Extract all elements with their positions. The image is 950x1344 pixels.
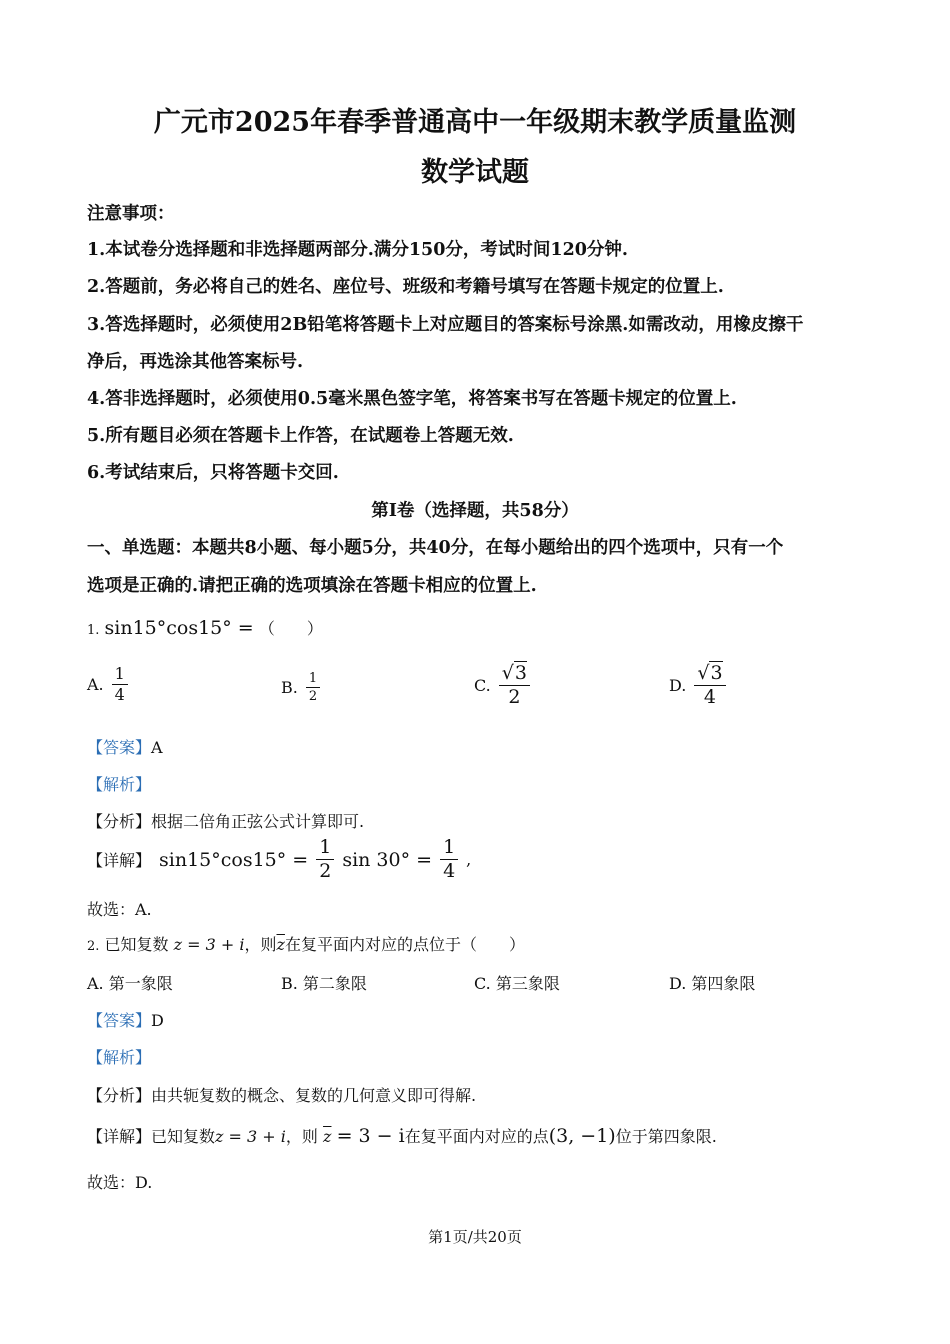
- detail-tag: 【详解】: [87, 1127, 152, 1146]
- option-label: D.: [669, 676, 687, 695]
- page-subtitle: 数学试题: [421, 157, 529, 188]
- answer-row: [87, 1008, 164, 1031]
- fraction: $\frac{1}{2}$: [316, 838, 334, 881]
- option-label: C.: [474, 676, 491, 695]
- section-instructions: 一、单选题：本题共8小题、每小题5分，共40分，在每小题给出的四个选项中，只有一个: [87, 538, 784, 558]
- point-coordinates: (3, −1): [548, 1125, 616, 1147]
- answer-row: [87, 735, 163, 758]
- detail-row: 【详解】 sin15°cos15° = $\frac{1}{2}$ sin 30° = $\frac{1}{4}$ ,: [87, 836, 472, 882]
- detail-tag: 【详解】: [87, 851, 152, 870]
- conclusion: 故选：A.: [87, 900, 152, 919]
- fenxi-tag: 【分析】: [87, 812, 152, 831]
- notice-item: 1.本试卷分选择题和非选择题两部分.满分150分，考试时间120分钟.: [87, 240, 629, 260]
- answer-value: D: [151, 1011, 164, 1030]
- option-b: B. 第二象限: [281, 974, 367, 993]
- fraction: $\frac{√3}{2}$: [499, 664, 530, 707]
- fraction: $\frac{1}{4}$: [440, 838, 458, 881]
- answer-tag: 【答案】: [87, 1011, 152, 1030]
- conjugate-z: $\overline{z}$: [276, 935, 285, 954]
- question-2-stem: 2. 已知复数 z = 3 + i，则$\overline{z}$在复平面内对应的点位于（ ）: [87, 935, 525, 954]
- question-expression: sin15°cos15° =: [104, 617, 254, 639]
- fenxi-tag: 【分析】: [87, 1086, 152, 1105]
- conclusion: 故选：D.: [87, 1173, 153, 1192]
- notice-item: 6.考试结束后，只将答题卡交回.: [87, 463, 339, 483]
- page-footer: 第1页/共20页: [428, 1228, 522, 1246]
- option-label: A.: [87, 675, 104, 694]
- option-label: B.: [281, 678, 298, 697]
- question-1-stem: [87, 616, 323, 639]
- fraction: $\frac{√3}{4}$: [694, 664, 725, 707]
- option-a: A. 第一象限: [87, 974, 173, 993]
- option-c: [474, 664, 530, 707]
- notice-item: 4.答非选择题时，必须使用0.5毫米黑色签字笔，将答案书写在答题卡规定的位置上.: [87, 389, 737, 409]
- notice-heading: 注意事项：: [87, 204, 175, 224]
- complex-number: z = 3 + i: [173, 935, 245, 954]
- page-title: 广元市2025年春季普通高中一年级期末教学质量监测: [153, 107, 797, 138]
- fraction: $\frac{1}{4}$: [112, 666, 128, 703]
- notice-item: 5.所有题目必须在答题卡上作答，在试题卷上答题无效.: [87, 426, 514, 446]
- analysis-tag: 【解析】: [87, 775, 152, 794]
- notice-item: 2.答题前，务必将自己的姓名、座位号、班级和考籍号填写在答题卡规定的位置上.: [87, 277, 724, 297]
- analysis-row: [87, 1083, 476, 1106]
- answer-value: A: [151, 738, 163, 757]
- option-a: [87, 666, 128, 703]
- option-d: D. 第四象限: [669, 974, 756, 993]
- conjugate-value: = 3 − i: [336, 1125, 405, 1147]
- fraction: $\frac{1}{2}$: [306, 672, 320, 703]
- question-number: 1.: [87, 623, 100, 638]
- conjugate-z: $\overline{z}$: [323, 1127, 332, 1146]
- option-b: [281, 672, 320, 703]
- option-c: C. 第三象限: [474, 974, 560, 993]
- detail-expression: sin15°cos15° =: [159, 848, 309, 871]
- notice-item: 净后，再选涂其他答案标号.: [87, 352, 304, 372]
- analysis-tag: 【解析】: [87, 1048, 152, 1067]
- section-instructions-cont: 选项是正确的.请把正确的选项填涂在答题卡相应的位置上.: [87, 576, 537, 596]
- detail-expression: sin 30° =: [342, 848, 433, 871]
- option-d: [669, 664, 726, 707]
- detail-row: 【详解】已知复数z = 3 + i，则 $\overline{z} = 3 - i$在复平面内对应的点(3, −1)位于第四象限.: [87, 1125, 717, 1147]
- complex-number: z = 3 + i: [215, 1127, 286, 1146]
- fenxi-text: 由共轭复数的概念、复数的几何意义即可得解.: [151, 1086, 477, 1105]
- analysis-row: [87, 809, 364, 832]
- part-heading: 第Ⅰ卷（选择题，共58分）: [371, 501, 579, 521]
- fenxi-text: 根据二倍角正弦公式计算即可.: [151, 812, 365, 831]
- answer-tag: 【答案】: [87, 738, 152, 757]
- notice-item: 3.答选择题时，必须使用2B铅笔将答题卡上对应题目的答案标号涂黑.如需改动，用橡皮擦干: [87, 315, 804, 335]
- answer-blank: （ ）: [258, 619, 323, 638]
